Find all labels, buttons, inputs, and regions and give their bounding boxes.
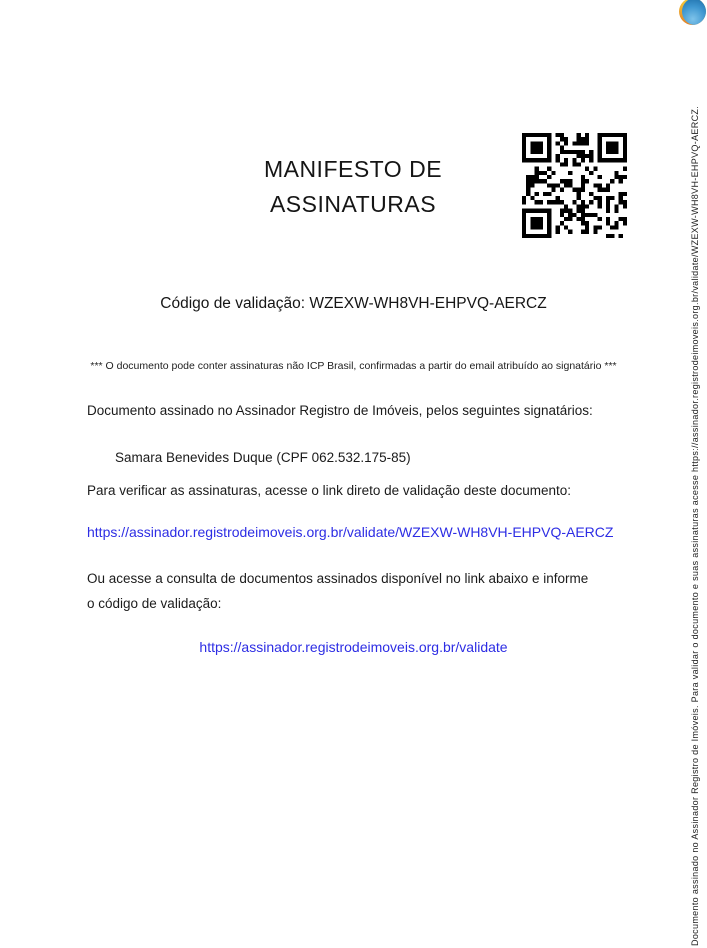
icp-notice: *** O documento pode conter assinaturas não ICP Brasil, confirmadas a partir do email atribuído ao signatário *** [90, 360, 617, 372]
page-title-line1: MANIFESTO DE [263, 156, 443, 182]
verify-instruction: Para verificar as assinaturas, acesse o link direto de validação deste documento: [87, 483, 572, 498]
globe-sphere [682, 0, 706, 25]
alt-instruction-line2: o código de validação: [87, 596, 222, 611]
validation-code: Código de validação: WZEXW-WH8VH-EHPVQ-AERCZ [160, 295, 547, 312]
signer-name: Samara Benevides Duque (CPF 062.532.175-85) [115, 450, 411, 465]
portal-validation-link[interactable]: https://assinador.registrodeimoveis.org.br/validate [199, 639, 508, 655]
sidebar-validation-text: Documento assinado no Assinador Registro de Imóveis. Para validar o documento e suas assinaturas acesse https://assinador.registrodeimoveis.org.br/validate/WZEXW-WH8VH-EHPVQ-AERCZ. [690, 105, 700, 946]
alt-instruction-line1: Ou acesse a consulta de documentos assinados disponível no link abaixo e informe [87, 571, 589, 586]
page-title-line2: ASSINATURAS [269, 191, 437, 217]
signed-intro: Documento assinado no Assinador Registro de Imóveis, pelos seguintes signatários: [87, 403, 593, 418]
direct-validation-link[interactable]: https://assinador.registrodeimoveis.org.br/validate/WZEXW-WH8VH-EHPVQ-AERCZ [87, 524, 614, 540]
page-title [218, 152, 488, 222]
qr-code [522, 133, 627, 238]
globe-logo-icon [679, 0, 706, 25]
